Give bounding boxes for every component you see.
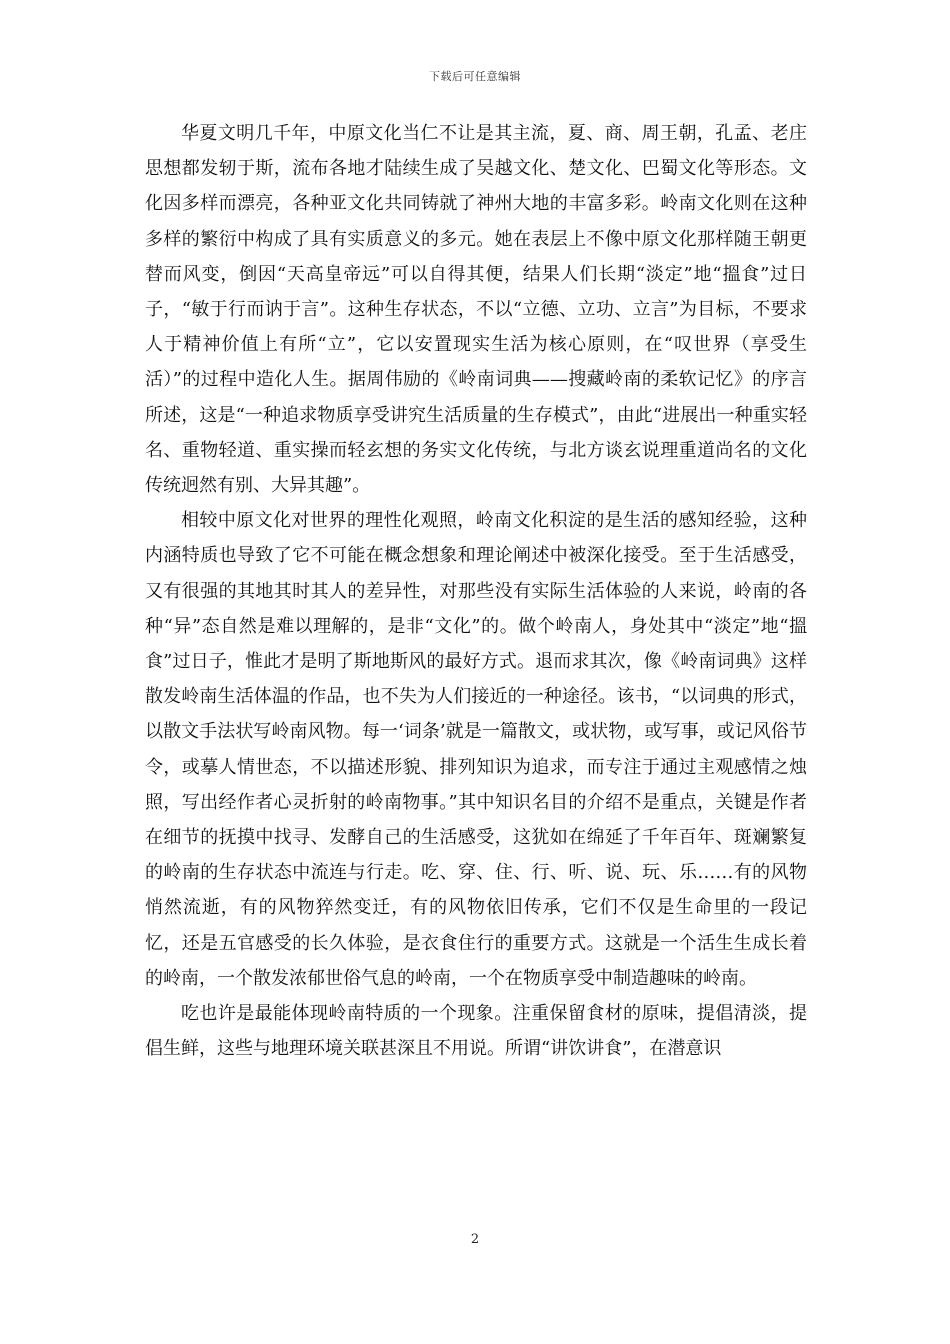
paragraph-2: 相较中原文化对世界的理性化观照，岭南文化积淀的是生活的感知经验，这种内涵特质也导致了它不可能在概念想象和理论阐述中被深化接受。至于生活感受，又有很强的其地其时其人的差异性，对那些没有实际生活体验的人来说，岭南的各种“异”态自然是难以理解的，是非“文化”的。做个岭南人，身处其中“淡定”地“搵食”过日子，惟此才是明了斯地斯风的最好方式。退而求其次，像《岭南词典》这样散发岭南生活体温的作品，也不失为人们接近的一种途径。该书，“以词典的形式，以散文手法状写岭南风物。每一‘词条’就是一篇散文，或状物，或写事，或记风俗节令，或摹人情世态，不以描述形貌、排列知识为追求，而专注于通过主观感情之烛照，写出经作者心灵折射的岭南物事。”其中知识名目的介绍不是重点，关键是作者在细节的抚摸中找寻、发酵自己的生活感受，这犹如在绵延了千年百年、斑斓繁复的岭南的生存状态中流连与行走。吃、穿、住、行、听、说、玩、乐……有的风物悄然流逝，有的风物猝然变迁，有的风物依旧传承，它们不仅是生命里的一段记忆，还是五官感受的长久体验，是衣食住行的重要方式。这就是一个活生生成长着的岭南，一个散发浓郁世俗气息的岭南，一个在物质享受中制造趣味的岭南。 (145, 510, 807, 989)
document-body (145, 116, 807, 1066)
page-header: 下载后可任意编辑 (429, 70, 521, 83)
page-number: 2 (470, 1232, 480, 1247)
paragraph-3: 吃也许是最能体现岭南特质的一个现象。注重保留食材的原味，提倡清淡，提倡生鲜，这些与地理环境关联甚深且不用说。所谓“讲饮讲食”，在潜意识 (145, 1003, 807, 1060)
paragraph-1: 华夏文明几千年，中原文化当仁不让是其主流，夏、商、周王朝，孔孟、老庄思想都发轫于斯，流布各地才陆续生成了吴越文化、楚文化、巴蜀文化等形态。文化因多样而漂亮，各种亚文化共同铸就了神州大地的丰富多彩。岭南文化则在这种多样的繁衍中构成了具有实质意义的多元。她在表层上不像中原文化那样随王朝更替而风变，倒因“天高皇帝远”可以自得其便，结果人们长期“淡定”地“搵食”过日子，“敏于行而讷于言”。这种生存状态，不以“立德、立功、立言”为目标，不要求人于精神价值上有所“立”，它以安置现实生活为核心原则，在“叹世界（享受生活）”的过程中造化人生。据周伟励的《岭南词典——搜藏岭南的柔软记忆》的序言所述，这是“一种追求物质享受讲究生活质量的生存模式”，由此“进展出一种重实轻名、重物轻道、重实操而轻玄想的务实文化传统，与北方谈玄说理重道尚名的文化传统迥然有别、大异其趣”。 (145, 123, 807, 497)
